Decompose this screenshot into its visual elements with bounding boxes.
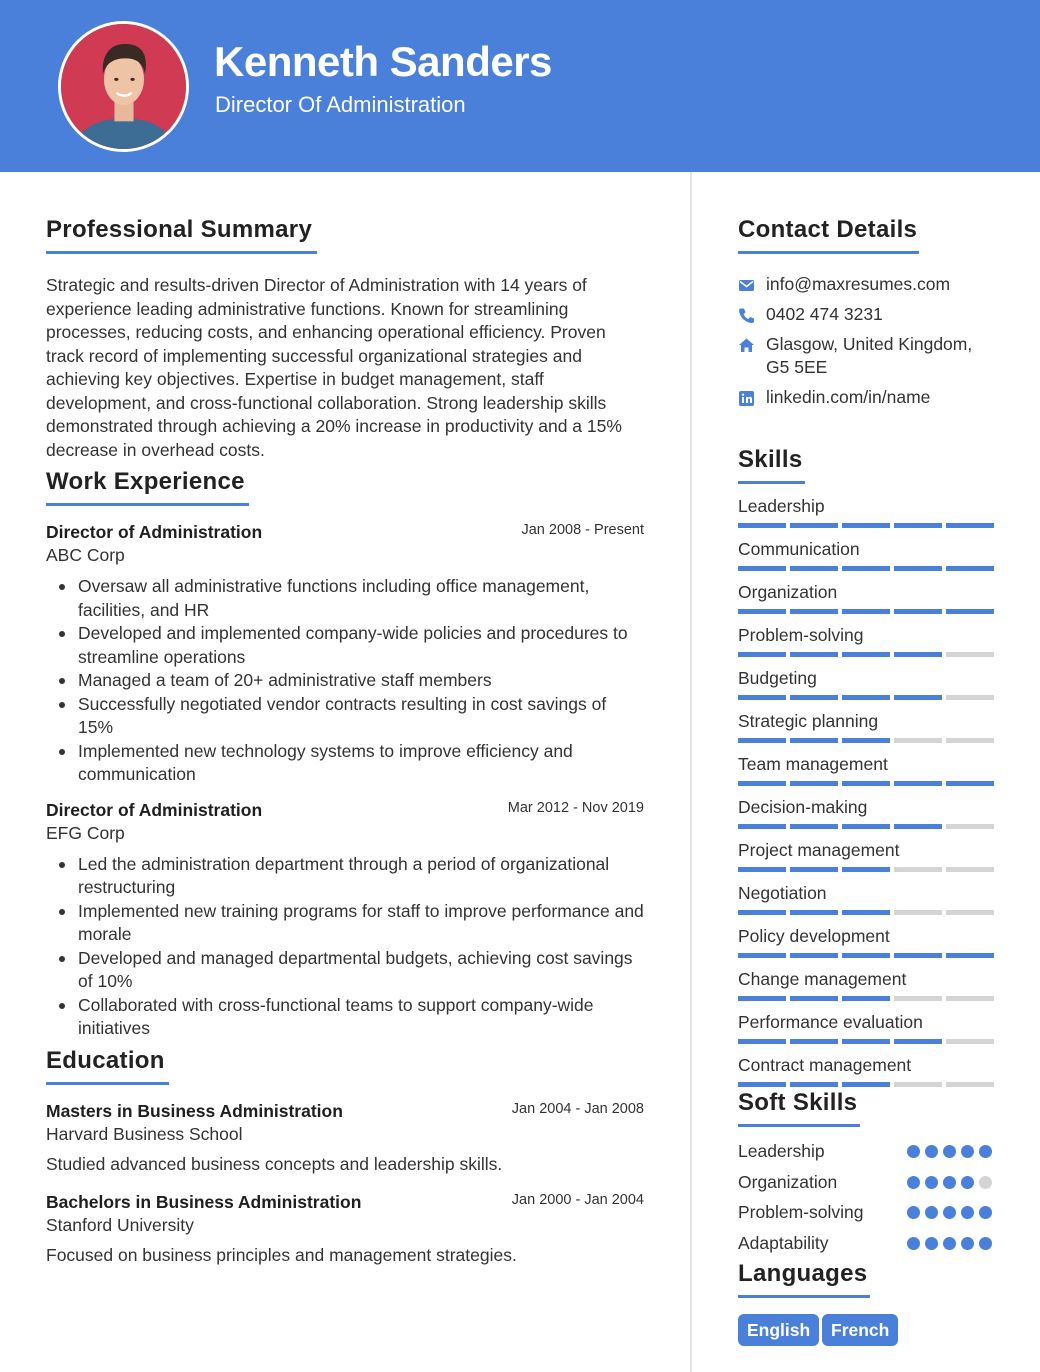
skill-level-segment: [790, 910, 838, 915]
job-bullets: [46, 575, 644, 787]
list-item: Oversaw all administrative functions including office management, facilities, and HR: [78, 575, 644, 622]
soft-skill-name: Organization: [738, 1171, 838, 1192]
skill-name: Leadership: [738, 496, 825, 516]
job-entry: [46, 522, 644, 787]
skill-level-segment: [790, 738, 838, 743]
skill-row: [738, 797, 994, 840]
candidate-role: Director Of Administration: [215, 92, 466, 117]
skill-level-segment: [738, 738, 786, 743]
soft-skill-rating: [907, 1237, 992, 1250]
skill-row: [738, 1055, 994, 1098]
rating-dot: [907, 1206, 920, 1219]
contact-section: [738, 216, 994, 409]
experience-section: [46, 468, 644, 1041]
skill-level-segment: [842, 781, 890, 786]
skill-level-segment: [738, 996, 786, 1001]
rating-dot: [961, 1176, 974, 1189]
skill-level-segment: [790, 1039, 838, 1044]
education-entry: [46, 1192, 644, 1266]
skill-level-segment: [946, 910, 994, 915]
rating-dot: [979, 1176, 992, 1189]
skill-row: [738, 625, 994, 668]
skill-level-segment: [894, 609, 942, 614]
skill-level-segment: [790, 824, 838, 829]
skill-level-bar: [738, 566, 994, 571]
skill-level-segment: [894, 695, 942, 700]
skills-heading: Skills: [738, 446, 805, 484]
skill-level-segment: [842, 910, 890, 915]
school-name: Stanford University: [46, 1214, 194, 1235]
soft-skill-row: [738, 1141, 994, 1172]
skill-level-segment: [738, 867, 786, 872]
address-line-2: G5 5EE: [766, 357, 828, 377]
skill-level-bar: [738, 781, 994, 786]
skill-level-bar: [738, 996, 994, 1001]
header-banner: [0, 0, 1040, 172]
school-name: Harvard Business School: [46, 1123, 243, 1144]
skill-level-segment: [946, 566, 994, 571]
skill-level-segment: [946, 523, 994, 528]
skill-name: Policy development: [738, 926, 890, 946]
skill-level-segment: [946, 953, 994, 958]
skill-level-segment: [790, 953, 838, 958]
skill-name: Decision-making: [738, 797, 868, 817]
education-description: Focused on business principles and management strategies.: [46, 1244, 517, 1265]
skill-level-segment: [946, 1039, 994, 1044]
skill-level-segment: [738, 1082, 786, 1087]
job-company: EFG Corp: [46, 822, 125, 843]
skill-level-segment: [842, 1039, 890, 1044]
skill-level-segment: [894, 824, 942, 829]
summary-text: Strategic and results-driven Director of Administration with 14 years of experience leading administrative functions. Known for streamlining processes, reducing costs, and enhancing operational efficiency. Proven track record of implementing successful organizational strategies and achieving key objectives. Expertise in budget management, staff development, and cross-functional collaboration. Strong leadership skills demonstrated through achieving a 20% increase in productivity and a 15% decrease in overhead costs.: [46, 275, 622, 460]
list-item: Developed and managed departmental budgets, achieving cost savings of 10%: [78, 947, 644, 994]
skill-row: [738, 496, 994, 539]
soft-skill-rating: [907, 1176, 992, 1189]
skill-name: Communication: [738, 539, 860, 559]
skill-level-segment: [894, 953, 942, 958]
skill-level-segment: [946, 1082, 994, 1087]
skills-section: [738, 446, 994, 1098]
address-line-1: Glasgow, United Kingdom,: [766, 334, 973, 354]
skill-level-segment: [790, 652, 838, 657]
skill-level-segment: [946, 824, 994, 829]
skill-level-segment: [894, 996, 942, 1001]
languages-section: [738, 1260, 994, 1346]
job-company: ABC Corp: [46, 545, 125, 565]
candidate-name: Kenneth Sanders: [214, 38, 552, 85]
list-item: Managed a team of 20+ administrative staff members: [78, 669, 644, 693]
phone-text: 0402 474 3231: [766, 304, 883, 324]
languages-heading: Languages: [738, 1260, 870, 1298]
rating-dot: [907, 1145, 920, 1158]
skill-level-segment: [946, 996, 994, 1001]
contact-email[interactable]: [738, 273, 994, 296]
skill-name: Project management: [738, 840, 900, 860]
summary-section: [46, 216, 644, 462]
skill-level-segment: [894, 523, 942, 528]
skill-level-segment: [894, 867, 942, 872]
skill-level-segment: [842, 867, 890, 872]
soft-skill-name: Leadership: [738, 1141, 825, 1161]
skill-name: Strategic planning: [738, 711, 879, 731]
soft-skill-name: Adaptability: [738, 1232, 829, 1253]
skill-level-segment: [842, 738, 890, 743]
education-dates: Jan 2000 - Jan 2004: [511, 1191, 644, 1208]
skill-level-segment: [946, 738, 994, 743]
list-item: Led the administration department through a period of organizational restructuring: [78, 853, 644, 900]
skill-name: Team management: [738, 754, 888, 774]
list-item: Successfully negotiated vendor contracts resulting in cost savings of 15%: [78, 693, 644, 740]
skill-level-segment: [790, 996, 838, 1001]
skills-list: [738, 496, 994, 1098]
rating-dot: [925, 1176, 938, 1189]
skill-level-bar: [738, 824, 994, 829]
contact-heading: Contact Details: [738, 216, 919, 254]
rating-dot: [943, 1206, 956, 1219]
skill-level-segment: [894, 566, 942, 571]
skill-level-segment: [894, 652, 942, 657]
education-description: Studied advanced business concepts and leadership skills.: [46, 1153, 503, 1174]
skill-level-segment: [894, 1039, 942, 1044]
skill-level-segment: [842, 953, 890, 958]
rating-dot: [943, 1176, 956, 1189]
avatar: [58, 21, 189, 152]
skill-level-segment: [842, 609, 890, 614]
job-dates: Mar 2012 - Nov 2019: [507, 799, 644, 816]
skill-level-bar: [738, 867, 994, 872]
skill-level-bar: [738, 609, 994, 614]
skill-row: [738, 582, 994, 625]
experience-heading: Work Experience: [46, 468, 249, 506]
language-tag: English: [738, 1314, 819, 1346]
degree-title: Bachelors in Business Administration: [46, 1191, 362, 1212]
sidebar-column: [738, 216, 994, 1346]
skill-row: [738, 926, 994, 969]
skill-name: Change management: [738, 969, 907, 989]
list-item: Collaborated with cross-functional teams to support company-wide initiatives: [78, 994, 644, 1041]
skill-level-bar: [738, 695, 994, 700]
skill-row: [738, 754, 994, 797]
skill-level-segment: [790, 695, 838, 700]
rating-dot: [943, 1237, 956, 1250]
skill-level-segment: [790, 609, 838, 614]
skill-level-segment: [894, 910, 942, 915]
skill-row: [738, 883, 994, 926]
rating-dot: [961, 1206, 974, 1219]
skill-level-segment: [946, 652, 994, 657]
skill-level-segment: [894, 1082, 942, 1087]
skill-level-segment: [790, 867, 838, 872]
education-dates: Jan 2004 - Jan 2008: [511, 1100, 644, 1117]
rating-dot: [961, 1145, 974, 1158]
email-icon: [738, 277, 755, 294]
education-heading: Education: [46, 1047, 169, 1085]
contact-phone[interactable]: [738, 303, 994, 326]
job-bullets: [46, 853, 644, 1041]
skill-level-segment: [790, 781, 838, 786]
skill-level-segment: [842, 996, 890, 1001]
skill-level-segment: [738, 824, 786, 829]
skill-level-bar: [738, 910, 994, 915]
soft-skill-name: Problem-solving: [738, 1202, 864, 1222]
profile-photo: [61, 24, 186, 149]
rating-dot: [979, 1206, 992, 1219]
soft-skills-heading: Soft Skills: [738, 1089, 860, 1127]
skill-level-segment: [790, 523, 838, 528]
skill-row: [738, 969, 994, 1012]
contact-address: [738, 333, 994, 379]
skill-level-bar: [738, 523, 994, 528]
skill-level-segment: [738, 523, 786, 528]
skill-level-segment: [738, 609, 786, 614]
rating-dot: [979, 1145, 992, 1158]
skill-level-segment: [842, 695, 890, 700]
rating-dot: [925, 1206, 938, 1219]
skill-level-segment: [842, 1082, 890, 1087]
contact-linkedin[interactable]: [738, 386, 994, 409]
soft-skill-row: [738, 1172, 994, 1203]
rating-dot: [925, 1237, 938, 1250]
column-divider: [690, 172, 692, 1372]
list-item: Implemented new technology systems to improve efficiency and communication: [78, 740, 644, 787]
skill-name: Performance evaluation: [738, 1012, 923, 1032]
skill-name: Problem-solving: [738, 625, 864, 645]
rating-dot: [925, 1145, 938, 1158]
soft-skills-list: [738, 1141, 994, 1263]
linkedin-text: linkedin.com/in/name: [766, 387, 931, 407]
skill-name: Negotiation: [738, 883, 827, 903]
skill-level-segment: [842, 523, 890, 528]
skill-row: [738, 1012, 994, 1055]
language-tag: French: [822, 1314, 898, 1346]
skill-level-segment: [738, 953, 786, 958]
job-title: Director of Administration: [46, 799, 263, 820]
rating-dot: [961, 1237, 974, 1250]
rating-dot: [907, 1237, 920, 1250]
skill-level-segment: [894, 738, 942, 743]
language-tags: [738, 1314, 994, 1346]
soft-skill-row: [738, 1202, 994, 1233]
summary-heading: Professional Summary: [46, 216, 317, 254]
skill-level-segment: [790, 566, 838, 571]
skill-level-segment: [842, 824, 890, 829]
skill-level-segment: [946, 781, 994, 786]
skill-level-bar: [738, 953, 994, 958]
skill-level-segment: [790, 1082, 838, 1087]
list-item: Implemented new training programs for staff to improve performance and morale: [78, 900, 644, 947]
skill-level-segment: [738, 910, 786, 915]
soft-skill-rating: [907, 1145, 992, 1158]
phone-icon: [738, 307, 755, 324]
skill-name: Contract management: [738, 1055, 912, 1075]
linkedin-icon: [738, 390, 755, 407]
skill-level-segment: [738, 566, 786, 571]
skill-row: [738, 711, 994, 754]
skill-name: Budgeting: [738, 668, 817, 688]
rating-dot: [907, 1176, 920, 1189]
skill-level-segment: [894, 781, 942, 786]
skill-row: [738, 668, 994, 711]
job-title: Director of Administration: [46, 522, 263, 542]
skill-name: Organization: [738, 582, 838, 602]
skill-row: [738, 539, 994, 582]
email-text: info@maxresumes.com: [766, 274, 951, 294]
education-section: [46, 1047, 644, 1266]
skill-level-bar: [738, 1039, 994, 1044]
skill-level-segment: [842, 566, 890, 571]
skill-level-segment: [738, 1039, 786, 1044]
skill-level-bar: [738, 738, 994, 743]
skill-level-bar: [738, 652, 994, 657]
skill-level-segment: [738, 781, 786, 786]
rating-dot: [943, 1145, 956, 1158]
list-item: Developed and implemented company-wide policies and procedures to streamline operations: [78, 622, 644, 669]
skill-level-bar: [738, 1082, 994, 1087]
home-icon: [738, 337, 755, 354]
skill-row: [738, 840, 994, 883]
soft-skill-rating: [907, 1206, 992, 1219]
soft-skills-section: [738, 1089, 994, 1263]
skill-level-segment: [738, 652, 786, 657]
job-dates: Jan 2008 - Present: [521, 522, 644, 538]
rating-dot: [979, 1237, 992, 1250]
skill-level-segment: [946, 609, 994, 614]
skill-level-segment: [738, 695, 786, 700]
education-entry: [46, 1101, 644, 1175]
degree-title: Masters in Business Administration: [46, 1100, 343, 1121]
skill-level-segment: [946, 867, 994, 872]
main-column: [46, 216, 644, 1266]
soft-skill-row: [738, 1233, 994, 1264]
skill-level-segment: [842, 652, 890, 657]
skill-level-segment: [946, 695, 994, 700]
job-entry: [46, 800, 644, 1041]
